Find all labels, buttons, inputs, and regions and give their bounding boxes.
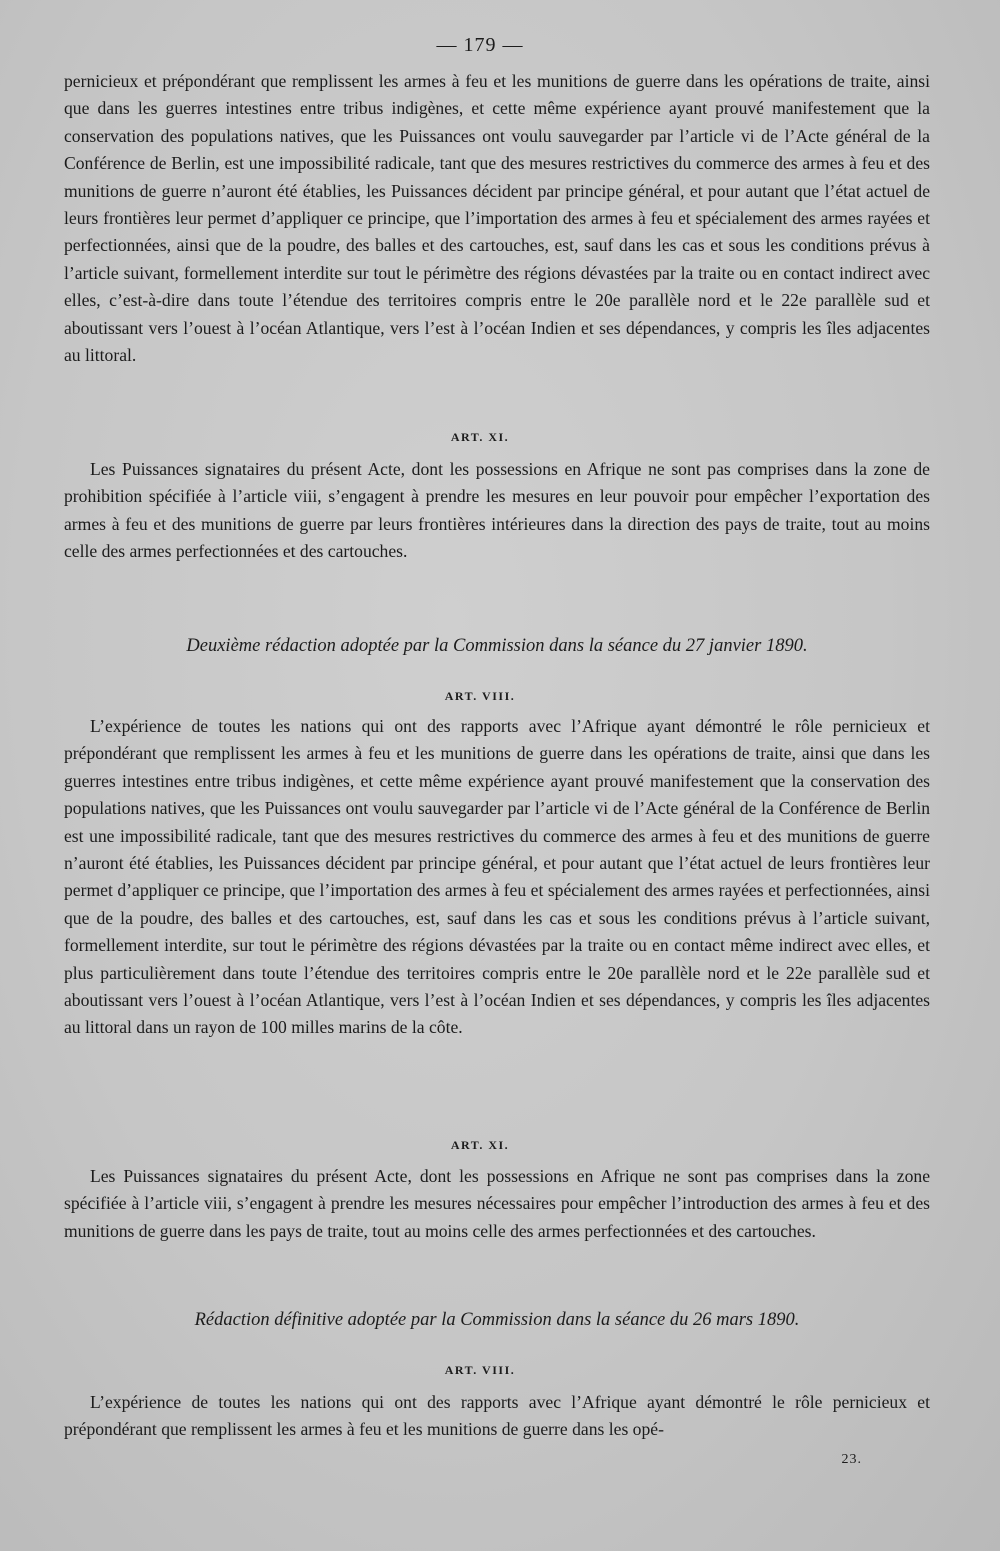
paragraph-art-viii-continued: [64, 68, 930, 369]
article-heading-xi: ART. XI.: [450, 430, 510, 444]
paragraph-art-viii-final: [64, 1389, 930, 1444]
section-title-deuxieme-redaction: Deuxième rédaction adoptée par la Commission dans la séance du 27 janvier 1890.: [186, 636, 808, 656]
paragraph-text: L’expérience de toutes les nations qui ont des rapports avec l’Afrique ayant démontré le rôle pernicieux et prépondérant que remplissent les armes à feu et les munitions de guerre dans les opérations de traite, ainsi que dans les guerres intestines entre tribus indigènes, et cette même expérience ayant prouvé manifestement que la conservation des populations natives, que les Puissances ont voulu sauvegarder par l’article vi de l’Acte général de la Conférence de Berlin est une impossibilité radicale, tant que des mesures restrictives du commerce des armes à feu et des munitions de guerre n’auront été établies, les Puissances décident par principe général, et pour autant que l’état actuel de leurs frontières leur permet d’appliquer ce principe, que l’importation des armes à feu et spécialement des armes rayées et perfectionnées, ainsi que de la poudre, des balles et des cartouches, est, sauf dans les cas et sous les conditions prévus à l’article suivant, formellement interdite, sur tout le périmètre des régions dévastées par la traite ou en contact même indirect avec elles, et plus particulièrement dans toute l’étendue des territoires compris entre le 20e parallèle nord et le 22e parallèle sud et aboutissant vers l’ouest à l’océan Atlantique, vers l’est à l’océan Indien et ses dépendances, y compris les îles adjacentes au littoral dans un rayon de 100 milles marins de la côte.: [64, 716, 930, 1038]
paragraph-text: pernicieux et prépondérant que remplissent les armes à feu et les munitions de guerre dans les opérations de traite, ainsi que dans les guerres intestines entre tribus indigènes, et cette même expérience ayant prouvé manifestement que la conservation des populations natives, que les Puissances ont voulu sauvegarder par l’article vi de l’Acte général de la Conférence de Berlin, est une impossibilité radicale, tant que des mesures restrictives du commerce des armes à feu et des munitions de guerre n’auront été établies, les Puissances décident par principe général, et pour autant que l’état actuel de leurs frontières leur permet d’appliquer ce principe, que l’importation des armes à feu et spécialement des armes rayées et perfectionnées, ainsi que de la poudre, des balles et des cartouches, est, sauf dans les cas et sous les conditions prévus à l’article suivant, formellement interdite sur tout le périmètre des régions dévastées par la traite ou en contact indirect avec elles, c’est-à-dire dans toute l’étendue des territoires compris entre le 20e parallèle nord et le 22e parallèle sud et aboutissant vers l’ouest à l’océan Atlantique, vers l’est à l’océan Indien et ses dépendances, y compris les îles adjacentes au littoral.: [64, 71, 930, 366]
page-number: — 179 —: [436, 34, 524, 56]
article-heading-viii: ART. VIII.: [444, 689, 516, 703]
paragraph-art-xi-second: [64, 1163, 930, 1245]
article-heading-viii-final: ART. VIII.: [444, 1363, 516, 1377]
paragraph-text: L’expérience de toutes les nations qui ont des rapports avec l’Afrique ayant démontré le rôle pernicieux et prépondérant que remplissent les armes à feu et les munitions de guerre dans les opé-: [64, 1392, 930, 1440]
section-title-redaction-definitive: Rédaction définitive adoptée par la Commission dans la séance du 26 mars 1890.: [194, 1310, 800, 1330]
paragraph-text: Les Puissances signataires du présent Acte, dont les possessions en Afrique ne sont pas comprises dans la zone de prohibition spécifiée à l’article viii, s’engagent à prendre les mesures en leur pouvoir pour empêcher l’exportation des armes à feu et des munitions de guerre par leurs frontières intérieures dans la direction des pays de traite, tout au moins celle des armes perfectionnées et des cartouches.: [64, 459, 930, 562]
signature-mark: 23.: [841, 1452, 862, 1467]
paragraph-art-xi-first: [64, 456, 930, 566]
paragraph-text: Les Puissances signataires du présent Acte, dont les possessions en Afrique ne sont pas comprises dans la zone spécifiée à l’article viii, s’engagent à prendre les mesures nécessaires pour empêcher l’introduction des armes à feu et des munitions de guerre dans les pays de traite, tout au moins celle des armes perfectionnées et des cartouches.: [64, 1166, 930, 1241]
paragraph-art-viii-second: [64, 713, 930, 1042]
article-heading-xi-second: ART. XI.: [450, 1138, 510, 1152]
